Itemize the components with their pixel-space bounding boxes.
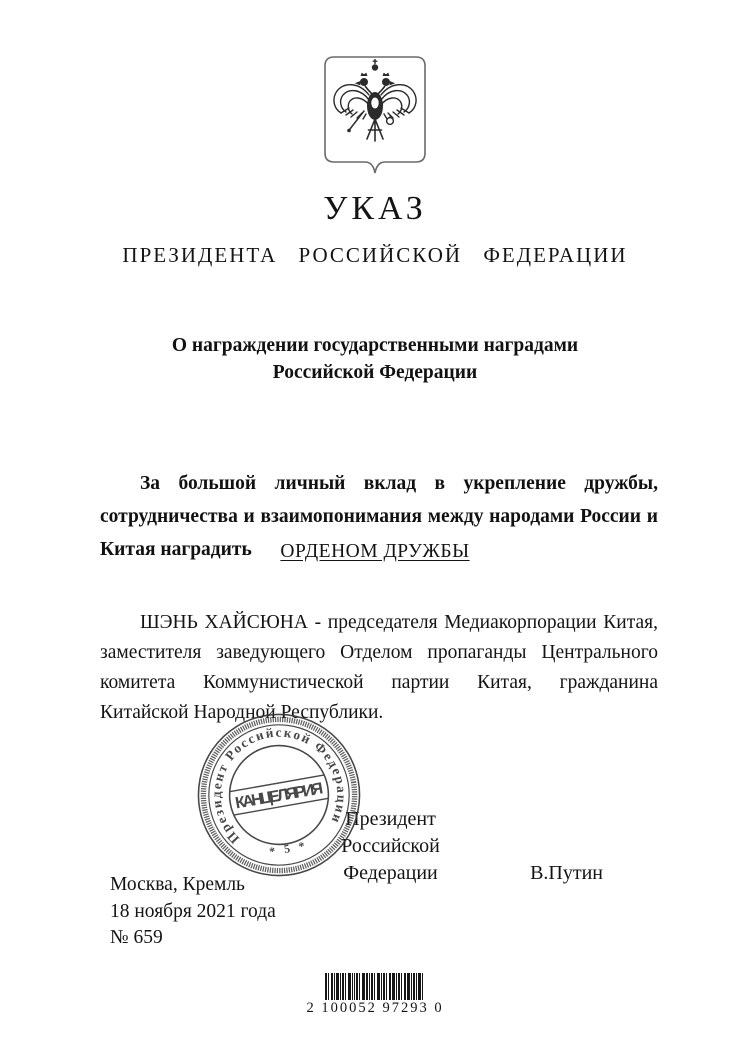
award-name: ОРДЕНОМ ДРУЖБЫ <box>280 541 470 562</box>
footer-date: 18 ноября 2021 года <box>110 900 276 922</box>
barcode-digits: 2 100052 97293 0 <box>306 1000 444 1016</box>
recipient-paragraph: ШЭНЬ ХАЙСЮНА - председателя Медиакорпорации Китая, заместителя заведующего Отделом пропаганды Центрального комитета Коммунистической партии Китая, гражданина Китайской Народной Республики. <box>100 611 658 723</box>
award-line <box>0 541 750 563</box>
signature-office-line2: Российской Федерации <box>341 835 440 884</box>
stamp-ring-text: Президент Российской Федерации <box>208 724 350 847</box>
chancellery-stamp <box>182 698 377 893</box>
signature-office-line1: Президент <box>345 808 436 830</box>
decree-issuer: ПРЕЗИДЕНТА РОССИЙСКОЙ ФЕДЕРАЦИИ <box>122 243 628 267</box>
barcode <box>0 973 750 1017</box>
stamp-bottom-number: * 5 * <box>268 838 309 859</box>
stamp-center-text: КАНЦЕЛЯРИЯ <box>233 779 325 813</box>
round-stamp-icon <box>182 698 377 893</box>
decree-subject-line1: О награждении государственными наградами <box>171 335 579 356</box>
footer-block <box>110 872 276 952</box>
decree-title: УКАЗ <box>323 190 427 227</box>
footer-number: № 659 <box>110 927 163 948</box>
signature-name: В.Путин <box>530 862 603 884</box>
barcode-bars-icon <box>325 973 425 1000</box>
decree-subject-line2: Российской Федерации <box>272 362 478 383</box>
footer-place: Москва, Кремль <box>110 874 245 895</box>
coat-of-arms-emblem <box>323 55 427 179</box>
double-headed-eagle-icon <box>323 55 427 179</box>
decree-subject <box>0 332 750 386</box>
decree-preamble: За большой личный вклад в укрепление дружбы, сотрудничества и взаимопонимания между народами России и Китая наградить <box>100 472 658 560</box>
